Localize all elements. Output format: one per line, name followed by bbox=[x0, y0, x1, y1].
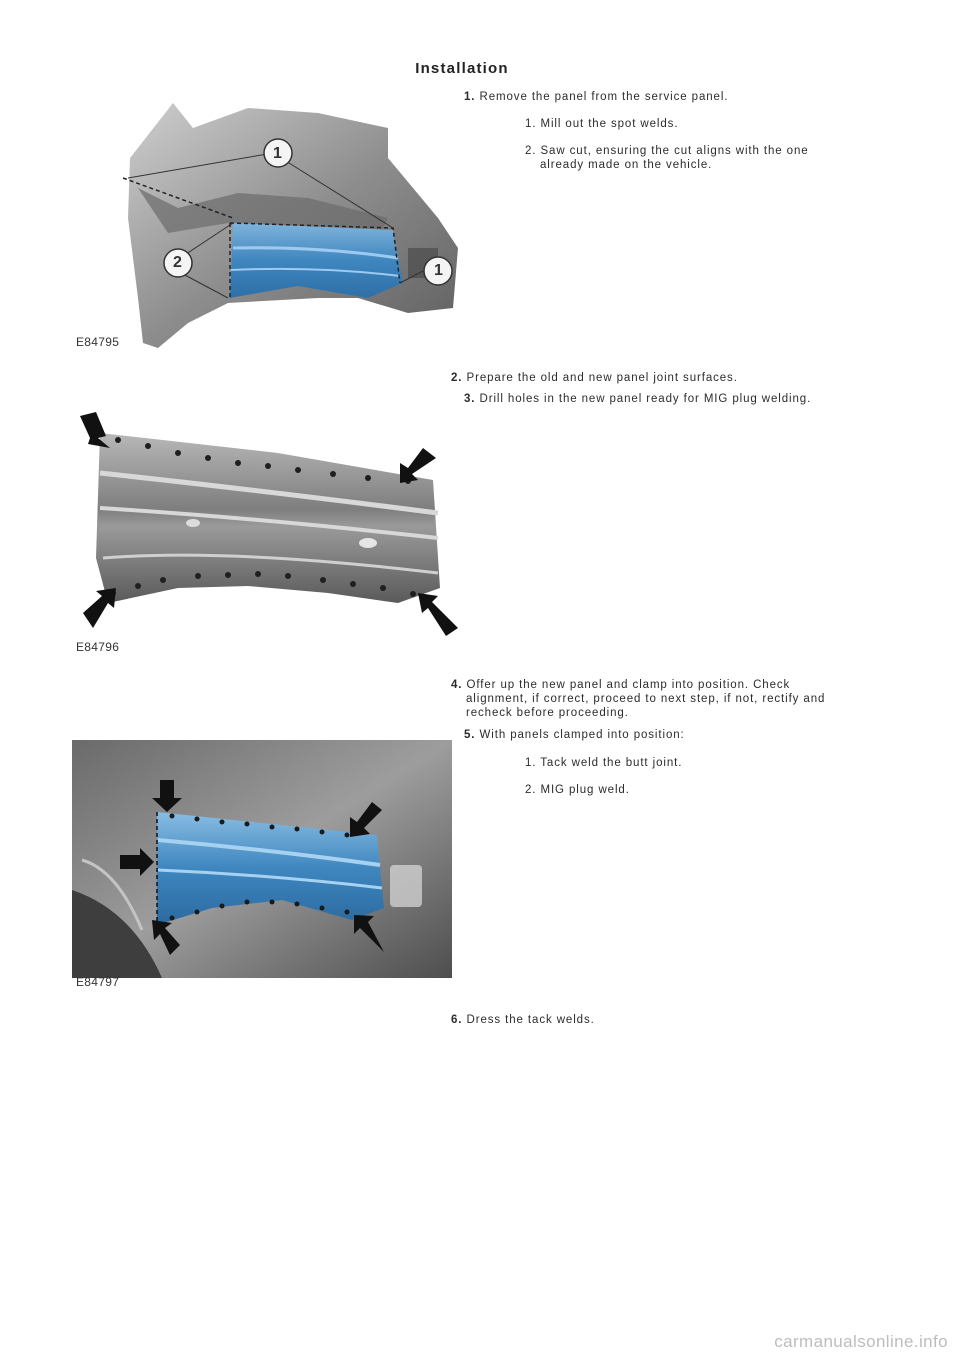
callout-1: 1 bbox=[273, 145, 283, 162]
step-text: With panels clamped into position: bbox=[479, 729, 685, 741]
step-text: Prepare the old and new panel joint surfaces. bbox=[466, 372, 738, 384]
step-3 bbox=[464, 392, 924, 406]
step-number: 4. bbox=[451, 679, 463, 691]
substep-5-1: 1. Tack weld the butt joint. bbox=[525, 757, 683, 769]
substep-1-2: 2. Saw cut, ensuring the cut aligns with the one bbox=[525, 145, 809, 157]
figure-e84797-illustration bbox=[72, 740, 452, 978]
figure-e84796-illustration bbox=[78, 408, 463, 638]
figure-label: E84795 bbox=[76, 335, 120, 349]
step-1 bbox=[464, 90, 884, 104]
substep-1-1: 1. Mill out the spot welds. bbox=[525, 118, 679, 130]
step-4 bbox=[451, 678, 891, 692]
figure-e84795-illustration bbox=[118, 98, 463, 350]
step-text: Offer up the new panel and clamp into position. Check bbox=[466, 679, 791, 691]
figure-label: E84796 bbox=[76, 640, 120, 654]
step-number: 1. bbox=[464, 91, 476, 103]
step-number: 6. bbox=[451, 1014, 463, 1026]
callout-2: 2 bbox=[173, 254, 183, 271]
step-4-line-3: recheck before proceeding. bbox=[466, 707, 629, 719]
callout-1b: 1 bbox=[434, 262, 444, 279]
page-title: Installation bbox=[415, 60, 509, 77]
step-number: 3. bbox=[464, 393, 476, 405]
step-4-line-2: alignment, if correct, proceed to next step, if not, rectify and bbox=[466, 693, 826, 705]
substep-5-2: 2. MIG plug weld. bbox=[525, 784, 630, 796]
step-2 bbox=[451, 371, 871, 385]
substep-1-2-cont: already made on the vehicle. bbox=[540, 159, 713, 171]
figure-label: E84797 bbox=[76, 975, 120, 989]
step-5 bbox=[464, 728, 884, 742]
step-number: 2. bbox=[451, 372, 463, 384]
step-text: Drill holes in the new panel ready for MIG plug welding. bbox=[479, 393, 812, 405]
step-6 bbox=[451, 1013, 871, 1027]
step-text: Dress the tack welds. bbox=[466, 1014, 595, 1026]
step-text: Remove the panel from the service panel. bbox=[479, 91, 729, 103]
watermark: carmanualsonline.info bbox=[774, 1332, 948, 1351]
step-number: 5. bbox=[464, 729, 476, 741]
